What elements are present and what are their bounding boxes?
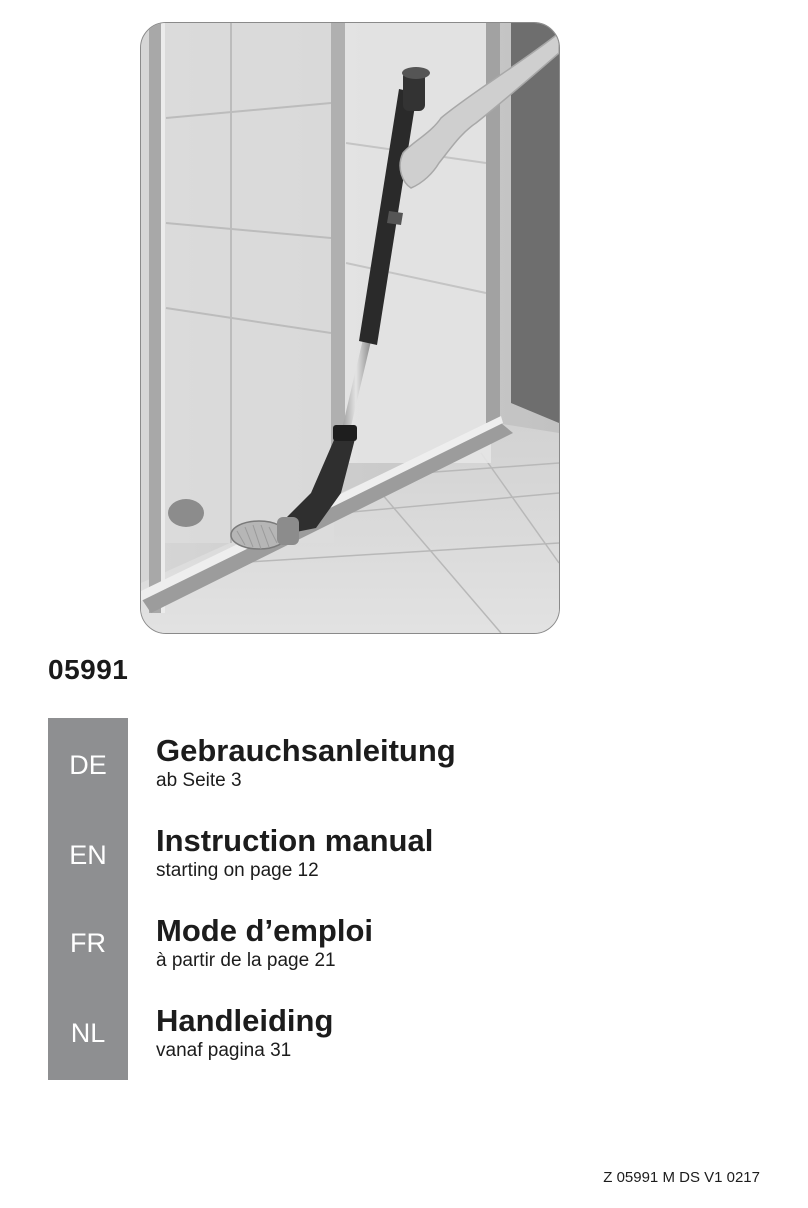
manual-title: Gebrauchsanleitung — [156, 733, 456, 768]
manual-title: Handleiding — [156, 1003, 334, 1038]
language-entry-nl — [156, 1003, 333, 1063]
language-code-nl: NL — [70, 1018, 106, 1048]
language-bar — [48, 718, 128, 1080]
manual-page-reference: vanaf pagina 31 — [156, 1040, 292, 1061]
language-entry-de — [156, 733, 456, 793]
manual-title: Instruction manual — [156, 823, 434, 858]
document-id: Z 05991 M DS V1 0217 — [603, 1169, 760, 1186]
language-entry-en — [156, 823, 433, 883]
manual-title: Mode d’emploi — [156, 913, 373, 948]
language-code-de: DE — [69, 750, 107, 780]
manual-page-reference: à partir de la page 21 — [156, 950, 336, 971]
model-number: 05991 — [48, 654, 129, 685]
language-entry-fr — [156, 913, 373, 973]
manual-page-reference: starting on page 12 — [156, 860, 319, 881]
cover-photo — [140, 22, 560, 634]
language-code-fr: FR — [70, 928, 106, 958]
manual-page-reference: ab Seite 3 — [156, 770, 242, 791]
language-code-en: EN — [69, 840, 107, 870]
